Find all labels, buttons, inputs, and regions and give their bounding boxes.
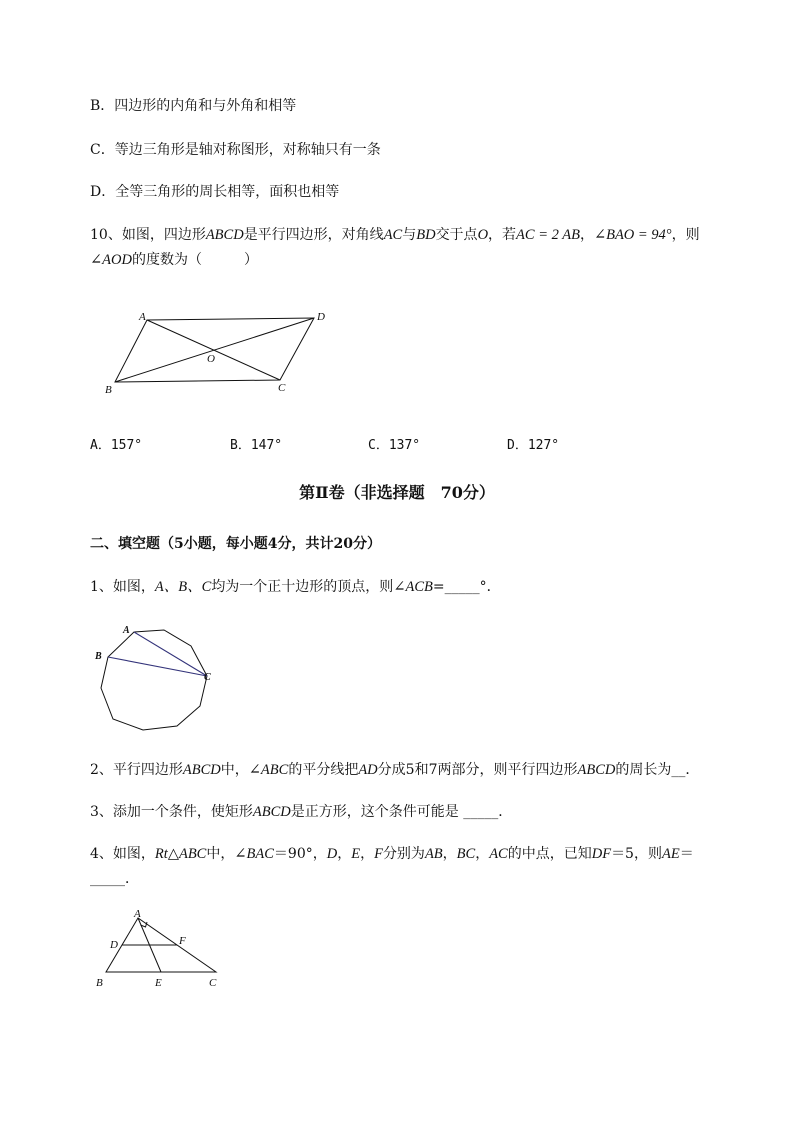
f2-var: ABCD (182, 762, 221, 778)
q10-text: ，则 (671, 227, 700, 243)
f4-text: ＝90°， (273, 846, 327, 862)
tri-label-b: B (96, 977, 103, 989)
f4-var: AC (489, 846, 508, 862)
f1-text: 1、如图， (90, 579, 155, 595)
f1-var: ∠ACB (393, 579, 433, 595)
f4-var: BC (456, 846, 476, 862)
label-c: C (278, 382, 286, 394)
decagon-label-c: C (204, 672, 211, 683)
q10-var: AC (383, 227, 403, 243)
choice-d: D．127° (507, 438, 560, 453)
f2-text: 2、平行四边形 (90, 762, 183, 778)
choice-c: C．137° (368, 438, 421, 453)
decagon-label-b: B (95, 651, 102, 662)
f4-var: F (374, 846, 383, 862)
q10-condition: ∠BAO = 94° (593, 227, 672, 243)
q10-text: 交于点 (435, 227, 478, 243)
f1-var: A、B、C (154, 579, 212, 595)
f4-text: ＝ (679, 846, 694, 862)
f4-var: D (326, 846, 338, 862)
q10-var: O (477, 227, 489, 243)
f2-text: 的平分线把 (288, 762, 359, 778)
tri-label-d: D (110, 939, 118, 951)
q10-text: ，若 (488, 227, 517, 243)
label-a: A (139, 311, 146, 323)
q10-var: ∠AOD (90, 252, 132, 268)
f2-text: 中， (220, 762, 249, 778)
f4-text: ， (442, 846, 457, 862)
tri-label-a: A (134, 908, 141, 920)
f4-text: 分别为 (382, 846, 425, 862)
section-heading: 二、填空题（5小题，每小题4分，共计20分） (90, 536, 381, 552)
f2-var: ABCD (577, 762, 616, 778)
decagon-label-a: A (123, 625, 130, 636)
f3-var: ABCD (252, 804, 291, 820)
f2-text: 的周长为__． (615, 762, 700, 778)
f1-text: =_____°． (432, 579, 501, 595)
choice-b: B．147° (230, 438, 283, 453)
f4-var: ∠BAC (234, 846, 274, 862)
f4-blank: _____． (90, 871, 139, 887)
f4-var: E (351, 846, 361, 862)
f4-var: AE (661, 846, 680, 862)
f2-text: 分成5和7两部分，则平行四边形 (377, 762, 578, 778)
option-c: C．等边三角形是轴对称图形，对称轴只有一条 (90, 142, 381, 158)
q10-text: ， (579, 227, 594, 243)
f3-text: 3、添加一个条件，使矩形 (90, 804, 253, 820)
f4-text: 的中点，已知 (507, 846, 592, 862)
f4-text: 中， (206, 846, 235, 862)
f4-var: △ABC (167, 846, 207, 862)
tri-label-c: C (209, 977, 217, 989)
f4-var: AB (424, 846, 443, 862)
f2-var: ∠ABC (248, 762, 289, 778)
f3-text: 是正方形，这个条件可能是 _____． (290, 804, 513, 820)
q10-text: 10、如图，四边形 (90, 227, 206, 243)
option-d: D．全等三角形的周长相等，面积也相等 (90, 184, 340, 200)
choice-a: A．157° (90, 438, 143, 453)
label-d: D (317, 311, 325, 323)
f4-text: ＝5，则 (611, 846, 662, 862)
q10-text: 与 (402, 227, 417, 243)
tri-label-e: E (155, 977, 162, 989)
f4-text: ， (360, 846, 375, 862)
tri-label-f: F (179, 935, 186, 947)
q10-text: 是平行四边形，对角线 (243, 227, 384, 243)
label-o: O (207, 353, 215, 365)
f1-text: 均为一个正十边形的顶点，则 (211, 579, 394, 595)
q10-text: 的度数为（ ） (131, 252, 258, 268)
f4-text: 4、如图， (90, 846, 155, 862)
f2-var: AD (358, 762, 378, 778)
q10-condition: AC = 2 AB (516, 227, 580, 243)
f4-text: ， (475, 846, 490, 862)
label-b: B (105, 384, 112, 396)
f4-var: Rt (154, 846, 168, 862)
f4-text: ， (337, 846, 352, 862)
q10-var: BD (416, 227, 436, 243)
q10-var: ABCD (205, 227, 244, 243)
f4-var: DF (591, 846, 612, 862)
section-title: 第Ⅱ卷（非选择题 70分） (299, 483, 495, 502)
option-b: B．四边形的内角和与外角和相等 (90, 98, 297, 114)
